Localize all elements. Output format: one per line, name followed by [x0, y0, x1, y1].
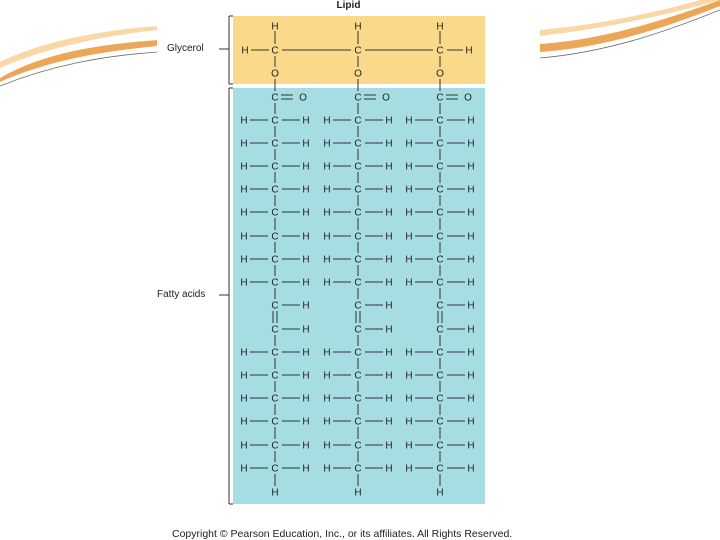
- hydrogen-atom: H: [405, 207, 413, 219]
- carbon-atom: C: [436, 347, 444, 359]
- hydrogen-atom: H: [240, 370, 248, 382]
- fatty-acids-label: Fatty acids: [157, 289, 206, 300]
- carbon-atom: C: [271, 184, 279, 196]
- carbon-atom: C: [271, 324, 279, 336]
- hydrogen-atom: H: [240, 416, 248, 428]
- hydrogen-atom: H: [302, 324, 310, 336]
- carbon-atom: C: [271, 370, 279, 382]
- hydrogen-atom: H: [323, 115, 331, 127]
- oxygen-atom: O: [299, 92, 307, 104]
- hydrogen-atom: H: [405, 184, 413, 196]
- hydrogen-atom: H: [302, 184, 310, 196]
- hydrogen-atom: H: [240, 393, 248, 405]
- hydrogen-atom: H: [385, 184, 393, 196]
- hydrogen-atom: H: [240, 347, 248, 359]
- hydrogen-atom: H: [467, 115, 475, 127]
- carbon-atom: C: [271, 45, 279, 57]
- carbon-atom: C: [436, 370, 444, 382]
- carbon-atom: C: [354, 115, 362, 127]
- hydrogen-atom: H: [302, 115, 310, 127]
- hydrogen-atom: H: [405, 115, 413, 127]
- hydrogen-atom: H: [405, 254, 413, 266]
- carbon-atom: C: [354, 416, 362, 428]
- hydrogen-atom: H: [467, 440, 475, 452]
- carbon-atom: C: [436, 463, 444, 475]
- carbon-atom: C: [354, 324, 362, 336]
- carbon-atom: C: [271, 440, 279, 452]
- oxygen-atom: O: [382, 92, 390, 104]
- hydrogen-atom: H: [405, 231, 413, 243]
- left-swoosh: [0, 40, 158, 82]
- hydrogen-atom: H: [385, 347, 393, 359]
- hydrogen-atom: H: [323, 138, 331, 150]
- carbon-atom: C: [271, 393, 279, 405]
- hydrogen-atom: H: [302, 440, 310, 452]
- hydrogen-atom: H: [302, 277, 310, 289]
- carbon-atom: C: [436, 277, 444, 289]
- hydrogen-atom: H: [240, 161, 248, 173]
- hydrogen-atom: H: [467, 393, 475, 405]
- hydrogen-atom: H: [354, 21, 362, 33]
- hydrogen-atom: H: [302, 138, 310, 150]
- carbon-atom: C: [436, 161, 444, 173]
- hydrogen-atom: H: [385, 370, 393, 382]
- hydrogen-atom: H: [405, 463, 413, 475]
- hydrogen-atom: H: [385, 393, 393, 405]
- lipid-figure: [157, 0, 540, 540]
- hydrogen-atom: H: [323, 440, 331, 452]
- hydrogen-atom: H: [436, 21, 444, 33]
- carbon-atom: C: [354, 300, 362, 312]
- hydrogen-atom: H: [385, 440, 393, 452]
- hydrogen-atom: H: [465, 45, 473, 57]
- carbon-atom: C: [271, 115, 279, 127]
- hydrogen-atom: H: [240, 207, 248, 219]
- hydrogen-atom: H: [323, 207, 331, 219]
- hydrogen-atom: H: [385, 300, 393, 312]
- oxygen-atom: O: [271, 68, 279, 80]
- hydrogen-atom: H: [385, 277, 393, 289]
- hydrogen-atom: H: [302, 463, 310, 475]
- carbon-atom: C: [354, 231, 362, 243]
- hydrogen-atom: H: [467, 463, 475, 475]
- hydrogen-atom: H: [467, 347, 475, 359]
- carbon-atom: C: [354, 184, 362, 196]
- hydrogen-atom: H: [385, 416, 393, 428]
- hydrogen-atom: H: [467, 138, 475, 150]
- carbon-atom: C: [271, 138, 279, 150]
- carbon-atom: C: [354, 45, 362, 57]
- carbon-atom: C: [271, 161, 279, 173]
- carbon-atom: C: [354, 161, 362, 173]
- hydrogen-atom: H: [302, 370, 310, 382]
- carbon-atom: C: [354, 347, 362, 359]
- hydrogen-atom: H: [467, 184, 475, 196]
- hydrogen-atom: H: [385, 463, 393, 475]
- hydrogen-atom: H: [405, 416, 413, 428]
- hydrogen-atom: H: [467, 300, 475, 312]
- hydrogen-atom: H: [385, 138, 393, 150]
- hydrogen-atom: H: [436, 487, 444, 499]
- hydrogen-atom: H: [240, 440, 248, 452]
- carbon-atom: C: [271, 92, 279, 104]
- hydrogen-atom: H: [323, 416, 331, 428]
- carbon-atom: C: [271, 231, 279, 243]
- hydrogen-atom: H: [240, 463, 248, 475]
- carbon-atom: C: [271, 207, 279, 219]
- carbon-atom: C: [271, 416, 279, 428]
- hydrogen-atom: H: [323, 277, 331, 289]
- hydrogen-atom: H: [467, 324, 475, 336]
- lipid-structure-diagram: [157, 0, 540, 540]
- hydrogen-atom: H: [302, 347, 310, 359]
- carbon-atom: C: [436, 115, 444, 127]
- carbon-atom: C: [436, 45, 444, 57]
- hydrogen-atom: H: [467, 416, 475, 428]
- carbon-atom: C: [436, 138, 444, 150]
- hydrogen-atom: H: [271, 487, 279, 499]
- hydrogen-atom: H: [385, 115, 393, 127]
- hydrogen-atom: H: [385, 161, 393, 173]
- carbon-atom: C: [436, 207, 444, 219]
- hydrogen-atom: H: [302, 416, 310, 428]
- carbon-atom: C: [436, 440, 444, 452]
- carbon-atom: C: [354, 440, 362, 452]
- hydrogen-atom: H: [323, 347, 331, 359]
- hydrogen-atom: H: [323, 463, 331, 475]
- hydrogen-atom: H: [302, 161, 310, 173]
- carbon-atom: C: [271, 300, 279, 312]
- carbon-atom: C: [354, 138, 362, 150]
- carbon-atom: C: [436, 393, 444, 405]
- oxygen-atom: O: [354, 68, 362, 80]
- hydrogen-atom: H: [302, 254, 310, 266]
- carbon-atom: C: [436, 300, 444, 312]
- hydrogen-atom: H: [323, 370, 331, 382]
- carbon-atom: C: [436, 324, 444, 336]
- hydrogen-atom: H: [240, 231, 248, 243]
- copyright-notice: Copyright © Pearson Education, Inc., or its affiliates. All Rights Reserved.: [172, 528, 513, 540]
- glycerol-label: Glycerol: [167, 43, 204, 54]
- hydrogen-atom: H: [467, 161, 475, 173]
- hydrogen-atom: H: [240, 115, 248, 127]
- carbon-atom: C: [436, 231, 444, 243]
- hydrogen-atom: H: [240, 184, 248, 196]
- hydrogen-atom: H: [467, 277, 475, 289]
- oxygen-atom: O: [436, 68, 444, 80]
- carbon-atom: C: [354, 207, 362, 219]
- hydrogen-atom: H: [302, 300, 310, 312]
- hydrogen-atom: H: [385, 231, 393, 243]
- hydrogen-atom: H: [240, 254, 248, 266]
- hydrogen-atom: H: [354, 487, 362, 499]
- carbon-atom: C: [436, 92, 444, 104]
- hydrogen-atom: H: [405, 440, 413, 452]
- hydrogen-atom: H: [405, 347, 413, 359]
- carbon-atom: C: [354, 254, 362, 266]
- hydrogen-atom: H: [467, 207, 475, 219]
- hydrogen-atom: H: [385, 324, 393, 336]
- carbon-atom: C: [354, 92, 362, 104]
- hydrogen-atom: H: [405, 393, 413, 405]
- carbon-atom: C: [271, 463, 279, 475]
- hydrogen-atom: H: [271, 21, 279, 33]
- hydrogen-atom: H: [467, 370, 475, 382]
- hydrogen-atom: H: [405, 277, 413, 289]
- hydrogen-atom: H: [323, 161, 331, 173]
- hydrogen-atom: H: [323, 393, 331, 405]
- right-swoosh: [540, 0, 720, 52]
- hydrogen-atom: H: [385, 207, 393, 219]
- carbon-atom: C: [354, 463, 362, 475]
- hydrogen-atom: H: [323, 184, 331, 196]
- hydrogen-atom: H: [385, 254, 393, 266]
- hydrogen-atom: H: [467, 231, 475, 243]
- hydrogen-atom: H: [405, 370, 413, 382]
- hydrogen-atom: H: [302, 231, 310, 243]
- carbon-atom: C: [436, 254, 444, 266]
- hydrogen-atom: H: [405, 138, 413, 150]
- hydrogen-atom: H: [241, 45, 249, 57]
- hydrogen-atom: H: [302, 207, 310, 219]
- carbon-atom: C: [271, 254, 279, 266]
- figure-title: Lipid: [336, 0, 361, 11]
- hydrogen-atom: H: [323, 231, 331, 243]
- carbon-atom: C: [271, 347, 279, 359]
- oxygen-atom: O: [464, 92, 472, 104]
- carbon-atom: C: [354, 277, 362, 289]
- hydrogen-atom: H: [323, 254, 331, 266]
- carbon-atom: C: [271, 277, 279, 289]
- carbon-atom: C: [354, 393, 362, 405]
- carbon-atom: C: [436, 416, 444, 428]
- hydrogen-atom: H: [467, 254, 475, 266]
- hydrogen-atom: H: [405, 161, 413, 173]
- hydrogen-atom: H: [240, 138, 248, 150]
- carbon-atom: C: [354, 370, 362, 382]
- hydrogen-atom: H: [240, 277, 248, 289]
- hydrogen-atom: H: [302, 393, 310, 405]
- carbon-atom: C: [436, 184, 444, 196]
